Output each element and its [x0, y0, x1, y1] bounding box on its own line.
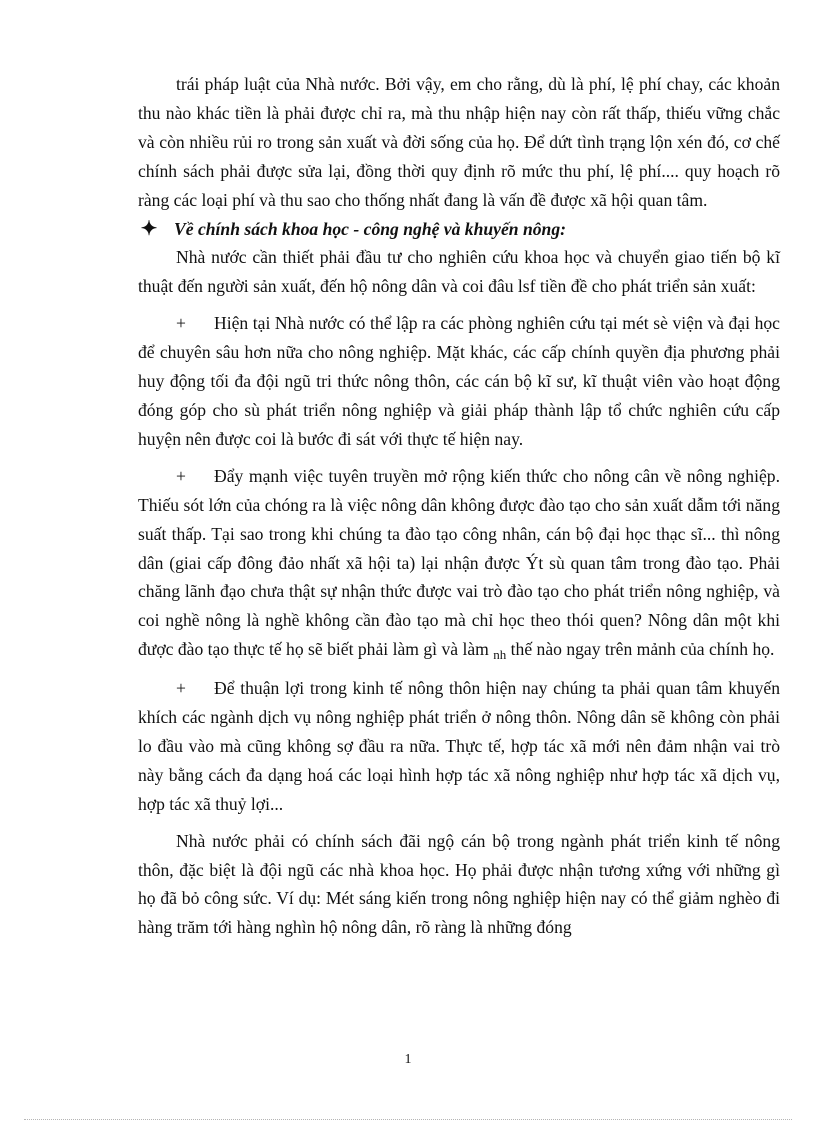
paragraph-intro: trái pháp luật của Nhà nước. Bởi vậy, em cho rằng, dù là phí, lệ phí chay, các khoản thu nào khác tiền là phải được chỉ ra, mà thu nhập hiện nay còn rất thấp, thiếu vững chắc và còn nhiều rủi ro trong sản xuất và đời sống của họ. Để dứt tình trạng lộn xén đó, cơ chế chính sách phải được sửa lại, đồng thời quy định rõ mức thu phí, lệ phí.... quy hoạch rõ ràng các loại phí và thu sao cho thống nhất đang là vấn đề được xã hội quan tâm. — [138, 74, 780, 210]
paragraph-incentives: Nhà nước phải có chính sách đãi ngộ cán bộ trong ngành phát triển kinh tế nông thôn, đặc biệt là đội ngũ các nhà khoa học. Họ phải được nhận tương xứng với những gì họ đã bỏ công sức. Ví dụ: Mét sáng kiến trong nông nghiệp hiện nay có thể giảm nghèo đi hàng trăm tới hàng nghìn hộ nông dân, rõ ràng là những đóng — [138, 830, 780, 938]
plus-icon: + — [176, 465, 186, 486]
list-item-research — [138, 309, 780, 454]
plus-icon: + — [176, 313, 186, 334]
page-bottom-divider — [24, 1119, 792, 1120]
list-item-text: Để thuận lợi trong kinh tế nông thôn hiện nay chúng ta phải quan tâm khuyến khích các ngành dịch vụ nông nghiệp phát triển ở nông thôn. Nông dân sẽ không còn phải lo đầu vào mà cũng không sợ đầu ra nữa. Thực tế, hợp tác xã mới nên đảm nhận vai trò này bằng cách đa dạng hoá các loại hình hợp tác xã nông nghiệp như hợp tác xã dịch vụ, hợp tác xã thuỷ lợi... — [138, 678, 780, 814]
plus-icon: + — [176, 678, 186, 699]
four-point-star-icon: ✦ — [140, 217, 158, 240]
section-heading — [138, 215, 780, 244]
list-item-services — [138, 674, 780, 819]
page-number: 1 — [404, 1052, 412, 1067]
document-body — [138, 70, 780, 942]
list-item-text: Hiện tại Nhà nước có thể lập ra các phòng nghiên cứu tại mét sè viện và đại học để chuyên sâu hơn nữa cho nông nghiệp. Mặt khác, các cấp chính quyền địa phương phải huy động tối đa đội ngũ tri thức nông thôn, các cán bộ kĩ sư, kĩ thuật viên vào hoạt động đóng góp cho sù phát triển nông nghiệp và giải pháp thành lập tổ chức nghiên cứu cấp huyện nên được coi là bước đi sát với thực tế hiện nay. — [138, 313, 780, 449]
list-item-training — [138, 462, 780, 666]
paragraph-policy: Nhà nước cần thiết phải đầu tư cho nghiên cứu khoa học và chuyển giao tiến bộ kĩ thuật đến người sản xuất, đến hộ nông dân và coi đâu lsf tiền đề cho phát triển sản xuất: — [138, 247, 780, 297]
section-heading-text: Về chính sách khoa học - công nghệ và khuyến nông: — [174, 218, 567, 239]
list-item-text: Đẩy mạnh việc tuyên truyền mở rộng kiến thức cho nông cân về nông nghiệp. Thiếu sót lớn của chóng ra là việc nông dân không được đào tạo cho sản xuất dẫm tới năng suất thấp. Tại sao trong khi chúng ta đào tạo công nhân, cán bộ đại học thạc sĩ... thì nông dân (giai cấp đông đảo nhất xã hội ta) lại nhận được Ýt sù quan tâm trong đào tạo. Phải chăng lãnh đạo chưa thật sự nhận thức được vai trò đào tạo cho phát triển nông nghiệp, và coi nghề nông là nghề không cần đào tạo mà chỉ học theo thói quen? Nông dân một khi được đào tạo thực tế họ sẽ biết phải làm gì và làm — [138, 465, 780, 660]
subscript-fragment: nh — [493, 647, 507, 663]
list-item-text-end: thế nào ngay trên mảnh của chính họ. — [506, 639, 775, 660]
